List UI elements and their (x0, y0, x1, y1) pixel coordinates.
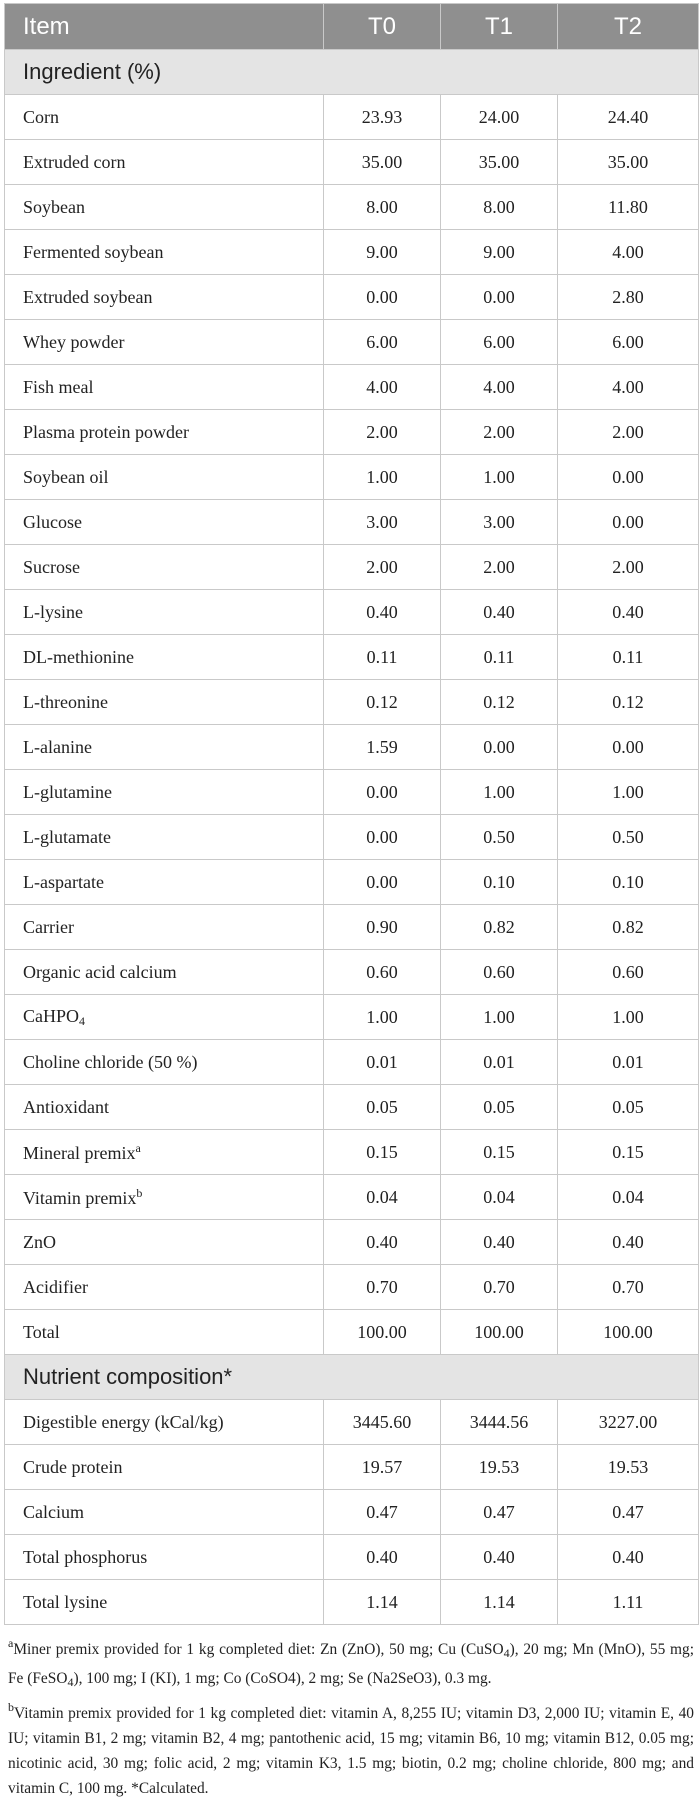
section-row (5, 50, 699, 95)
cell-t1: 3.00 (441, 500, 558, 545)
cell-t2: 0.40 (558, 1220, 699, 1265)
cell-t0: 8.00 (324, 185, 441, 230)
table-row (5, 1265, 699, 1310)
cell-t1: 4.00 (441, 365, 558, 410)
cell-t0: 0.47 (324, 1490, 441, 1535)
cell-t0: 2.00 (324, 410, 441, 455)
cell-t2: 0.01 (558, 1040, 699, 1085)
cell-t0: 4.00 (324, 365, 441, 410)
cell-t2: 0.40 (558, 1535, 699, 1580)
cell-t2: 0.10 (558, 860, 699, 905)
row-label: Extruded corn (5, 140, 324, 185)
cell-t1: 100.00 (441, 1310, 558, 1355)
cell-t1: 9.00 (441, 230, 558, 275)
cell-t0: 0.00 (324, 275, 441, 320)
cell-t0: 0.00 (324, 770, 441, 815)
table-row (5, 1175, 699, 1220)
table-row (5, 275, 699, 320)
row-label: Soybean (5, 185, 324, 230)
row-label: Fish meal (5, 365, 324, 410)
row-label: Digestible energy (kCal/kg) (5, 1400, 324, 1445)
cell-t2: 0.00 (558, 455, 699, 500)
section-title: Ingredient (%) (5, 50, 699, 95)
table-row (5, 635, 699, 680)
cell-t2: 6.00 (558, 320, 699, 365)
cell-t0: 2.00 (324, 545, 441, 590)
cell-t2: 0.47 (558, 1490, 699, 1535)
table-row (5, 545, 699, 590)
cell-t2: 0.05 (558, 1085, 699, 1130)
table-row (5, 950, 699, 995)
cell-t1: 8.00 (441, 185, 558, 230)
row-label: ZnO (5, 1220, 324, 1265)
table-row (5, 995, 699, 1040)
header-t0: T0 (324, 4, 441, 50)
table-row (5, 1220, 699, 1265)
cell-t2: 0.15 (558, 1130, 699, 1175)
table-row (5, 1310, 699, 1355)
cell-t1: 35.00 (441, 140, 558, 185)
calculated-note: *Calculated. (131, 1780, 209, 1797)
row-label: CaHPO$_4$ (5, 995, 324, 1040)
table-row (5, 365, 699, 410)
diet-composition-table (4, 3, 699, 1625)
cell-t1: 2.00 (441, 545, 558, 590)
cell-t0: 0.15 (324, 1130, 441, 1175)
table-row (5, 860, 699, 905)
row-label: L-glutamine (5, 770, 324, 815)
row-label: L-aspartate (5, 860, 324, 905)
cell-t1: 0.40 (441, 590, 558, 635)
cell-t0: 0.00 (324, 860, 441, 905)
footnote-a: $^a$Miner premix provided for 1 kg completed diet: Zn (ZnO), 50 mg; Cu (CuSO$_4$), 20 mg; Mn (MnO), 55 mg; Fe (FeSO$_4$), 100 mg; I (KI), 1 mg; Co (CoSO4), 2 mg; Se (Na2SeO3), 0.3 mg. (8, 1636, 695, 1689)
table-row (5, 905, 699, 950)
cell-t2: 0.11 (558, 635, 699, 680)
cell-t1: 0.04 (441, 1175, 558, 1220)
cell-t2: 2.80 (558, 275, 699, 320)
cell-t2: 0.12 (558, 680, 699, 725)
row-label: Total (5, 1310, 324, 1355)
cell-t1: 0.10 (441, 860, 558, 905)
cell-t1: 0.60 (441, 950, 558, 995)
cell-t1: 0.12 (441, 680, 558, 725)
cell-t0: 9.00 (324, 230, 441, 275)
table-row (5, 770, 699, 815)
cell-t0: 0.40 (324, 590, 441, 635)
cell-t0: 1.14 (324, 1580, 441, 1625)
row-label: Carrier (5, 905, 324, 950)
cell-t2: 0.00 (558, 725, 699, 770)
cell-t0: 0.00 (324, 815, 441, 860)
table-row (5, 725, 699, 770)
footnotes (4, 1625, 698, 1801)
cell-t0: 0.90 (324, 905, 441, 950)
cell-t1: 0.05 (441, 1085, 558, 1130)
cell-t0: 19.57 (324, 1445, 441, 1490)
table-row (5, 590, 699, 635)
table-row (5, 95, 699, 140)
table-row (5, 1130, 699, 1175)
cell-t1: 1.00 (441, 995, 558, 1040)
row-label: Fermented soybean (5, 230, 324, 275)
cell-t2: 11.80 (558, 185, 699, 230)
row-label: Mineral premix$^a$ (5, 1130, 324, 1175)
cell-t1: 0.01 (441, 1040, 558, 1085)
cell-t2: 0.70 (558, 1265, 699, 1310)
cell-t2: 0.50 (558, 815, 699, 860)
cell-t0: 1.00 (324, 995, 441, 1040)
row-label: L-alanine (5, 725, 324, 770)
header-item: Item (5, 4, 324, 50)
row-label: Corn (5, 95, 324, 140)
cell-t0: 100.00 (324, 1310, 441, 1355)
table-body (5, 50, 699, 1625)
cell-t0: 0.40 (324, 1220, 441, 1265)
table-row (5, 1580, 699, 1625)
cell-t2: 4.00 (558, 230, 699, 275)
table-row (5, 1400, 699, 1445)
cell-t2: 0.00 (558, 500, 699, 545)
table-row (5, 815, 699, 860)
table-row (5, 1040, 699, 1085)
cell-t0: 3445.60 (324, 1400, 441, 1445)
row-label: Glucose (5, 500, 324, 545)
cell-t0: 0.01 (324, 1040, 441, 1085)
table-row (5, 230, 699, 275)
cell-t2: 0.04 (558, 1175, 699, 1220)
cell-t1: 1.00 (441, 770, 558, 815)
cell-t0: 0.05 (324, 1085, 441, 1130)
header-t1: T1 (441, 4, 558, 50)
cell-t2: 2.00 (558, 410, 699, 455)
cell-t1: 0.15 (441, 1130, 558, 1175)
cell-t1: 0.47 (441, 1490, 558, 1535)
section-title: Nutrient composition* (5, 1355, 699, 1400)
row-label: Extruded soybean (5, 275, 324, 320)
section-row (5, 1355, 699, 1400)
row-label: Antioxidant (5, 1085, 324, 1130)
cell-t2: 100.00 (558, 1310, 699, 1355)
table-row (5, 1445, 699, 1490)
cell-t2: 0.40 (558, 590, 699, 635)
cell-t1: 1.14 (441, 1580, 558, 1625)
row-label: L-lysine (5, 590, 324, 635)
header-t2: T2 (558, 4, 699, 50)
table-row (5, 680, 699, 725)
cell-t2: 19.53 (558, 1445, 699, 1490)
cell-t0: 3.00 (324, 500, 441, 545)
cell-t2: 0.82 (558, 905, 699, 950)
cell-t2: 1.00 (558, 995, 699, 1040)
cell-t2: 0.60 (558, 950, 699, 995)
table-header (5, 4, 699, 50)
row-label: Calcium (5, 1490, 324, 1535)
row-label: L-glutamate (5, 815, 324, 860)
cell-t1: 0.50 (441, 815, 558, 860)
row-label: Whey powder (5, 320, 324, 365)
cell-t1: 0.82 (441, 905, 558, 950)
cell-t1: 0.40 (441, 1220, 558, 1265)
row-label: Sucrose (5, 545, 324, 590)
cell-t0: 35.00 (324, 140, 441, 185)
cell-t2: 24.40 (558, 95, 699, 140)
cell-t1: 2.00 (441, 410, 558, 455)
cell-t2: 1.00 (558, 770, 699, 815)
row-label: Soybean oil (5, 455, 324, 500)
row-label: Plasma protein powder (5, 410, 324, 455)
table-row (5, 140, 699, 185)
table-row (5, 500, 699, 545)
cell-t1: 6.00 (441, 320, 558, 365)
cell-t1: 1.00 (441, 455, 558, 500)
cell-t0: 23.93 (324, 95, 441, 140)
table-row (5, 185, 699, 230)
cell-t0: 0.60 (324, 950, 441, 995)
row-label: Total phosphorus (5, 1535, 324, 1580)
cell-t1: 0.40 (441, 1535, 558, 1580)
table-row (5, 1535, 699, 1580)
row-label: Vitamin premix$^b$ (5, 1175, 324, 1220)
footnote-b: $^b$Vitamin premix provided for 1 kg completed diet: vitamin A, 8,255 IU; vitamin D3, 2,000 IU; vitamin E, 40 IU; vitamin B1, 2 mg; vitamin B2, 4 mg; pantothenic acid, 15 mg; vitamin B6, 10 mg; vitamin B12, 0.05 mg; nicotinic acid, 30 mg; folic acid, 2 mg; vitamin K3, 1.5 mg; biotin, 0.2 mg; choline chloride, 800 mg; and vitamin C, 100 mg. *Calculated. (8, 1700, 694, 1797)
cell-t1: 0.11 (441, 635, 558, 680)
cell-t0: 6.00 (324, 320, 441, 365)
row-label: Choline chloride (50 %) (5, 1040, 324, 1085)
cell-t0: 0.11 (324, 635, 441, 680)
cell-t1: 0.70 (441, 1265, 558, 1310)
table-row (5, 410, 699, 455)
table-row (5, 320, 699, 365)
cell-t0: 1.00 (324, 455, 441, 500)
table-row (5, 455, 699, 500)
table-row (5, 1490, 699, 1535)
cell-t1: 3444.56 (441, 1400, 558, 1445)
cell-t0: 1.59 (324, 725, 441, 770)
row-label: Organic acid calcium (5, 950, 324, 995)
cell-t0: 0.40 (324, 1535, 441, 1580)
row-label: Acidifier (5, 1265, 324, 1310)
cell-t1: 0.00 (441, 275, 558, 320)
cell-t1: 0.00 (441, 725, 558, 770)
cell-t0: 0.12 (324, 680, 441, 725)
cell-t0: 0.04 (324, 1175, 441, 1220)
diet-composition-table-container (4, 3, 698, 1801)
cell-t2: 2.00 (558, 545, 699, 590)
cell-t1: 19.53 (441, 1445, 558, 1490)
table-row (5, 1085, 699, 1130)
cell-t2: 35.00 (558, 140, 699, 185)
row-label: L-threonine (5, 680, 324, 725)
cell-t1: 24.00 (441, 95, 558, 140)
cell-t2: 4.00 (558, 365, 699, 410)
row-label: DL-methionine (5, 635, 324, 680)
cell-t0: 0.70 (324, 1265, 441, 1310)
cell-t2: 3227.00 (558, 1400, 699, 1445)
row-label: Crude protein (5, 1445, 324, 1490)
row-label: Total lysine (5, 1580, 324, 1625)
cell-t2: 1.11 (558, 1580, 699, 1625)
